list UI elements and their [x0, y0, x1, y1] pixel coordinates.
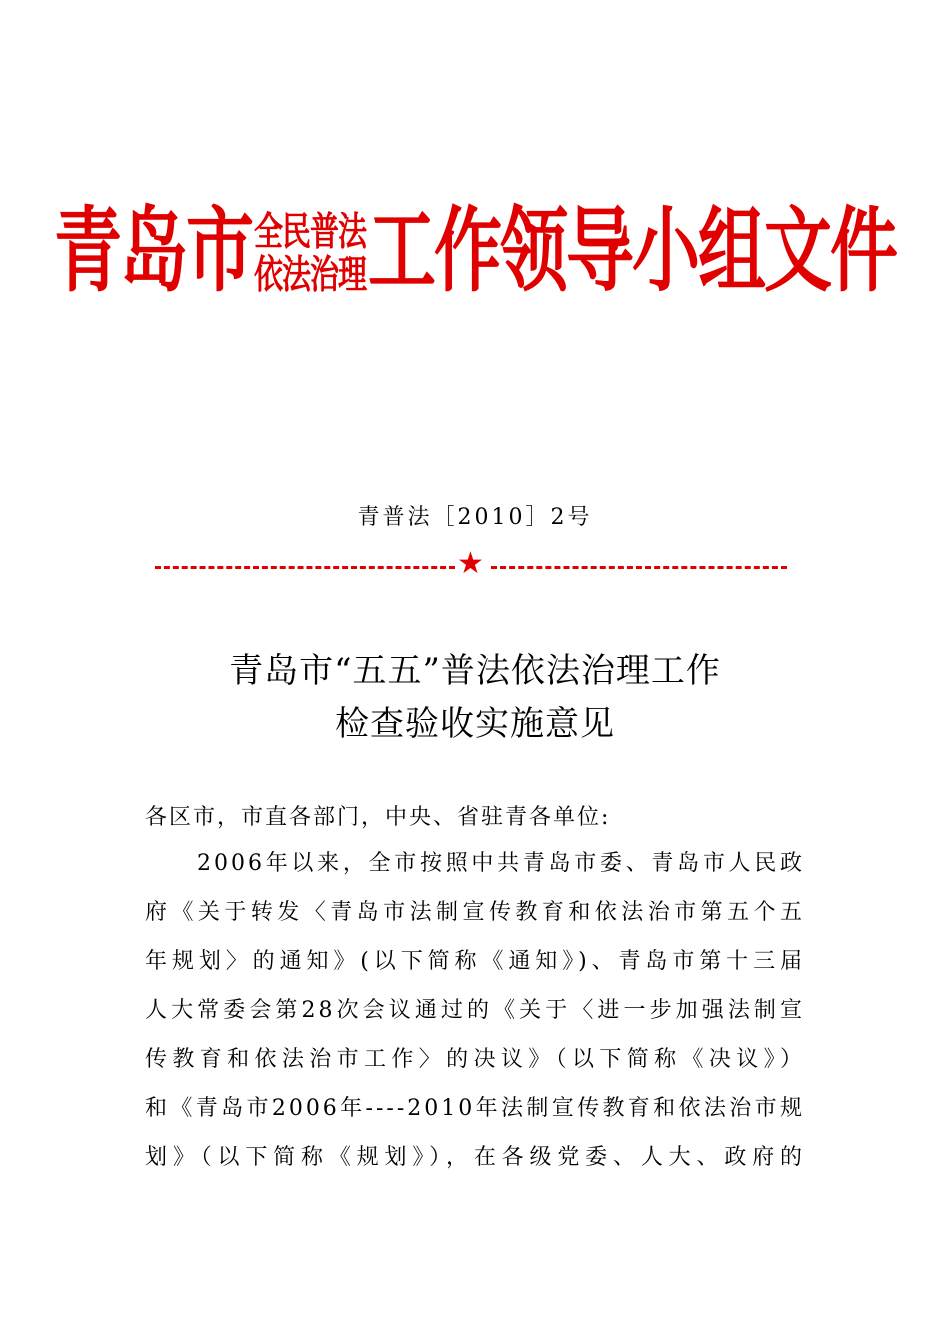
masthead-stack-top: 全民普法	[253, 207, 366, 254]
body-line: 府《关于转发〈青岛市法制宣传教育和依法治市第五个五	[145, 900, 805, 925]
body-line: 年规划〉的通知》(以下简称《通知》)、青岛市第十三届	[145, 949, 805, 974]
body-line: 划》（以下简称《规划》），在各级党委、人大、政府的	[145, 1145, 805, 1170]
body-line: 2006年以来，全市按照中共青岛市委、青岛市人民政	[197, 851, 805, 876]
star-icon: ★	[457, 546, 484, 581]
divider-line-left	[155, 566, 455, 569]
document-title-line-1: 青岛市“五五”普法依法治理工作	[229, 651, 721, 691]
masthead-suffix: 工作领导小组文件	[368, 199, 897, 306]
document-title-line-2: 检查验收实施意见	[335, 704, 615, 744]
body-line: 传教育和依法治市工作〉的决议》（以下简称《决议》）	[145, 1047, 805, 1072]
red-divider	[155, 546, 787, 581]
masthead-prefix: 青岛市	[53, 199, 252, 306]
body-line: 人大常委会第28次会议通过的《关于〈进一步加强法制宣	[145, 998, 805, 1023]
document-number: 青普法［2010］2号	[357, 505, 593, 530]
masthead	[0, 188, 950, 318]
salutation: 各区市，市直各部门，中央、省驻青各单位:	[145, 805, 611, 830]
body-text	[145, 848, 805, 1191]
masthead-stack-bottom: 依法治理	[253, 251, 366, 298]
masthead-title	[53, 199, 897, 306]
divider-line-right	[491, 566, 787, 569]
body-line: 和《青岛市2006年----2010年法制宣传教育和依法治市规	[145, 1096, 805, 1121]
masthead-stack	[254, 209, 366, 297]
